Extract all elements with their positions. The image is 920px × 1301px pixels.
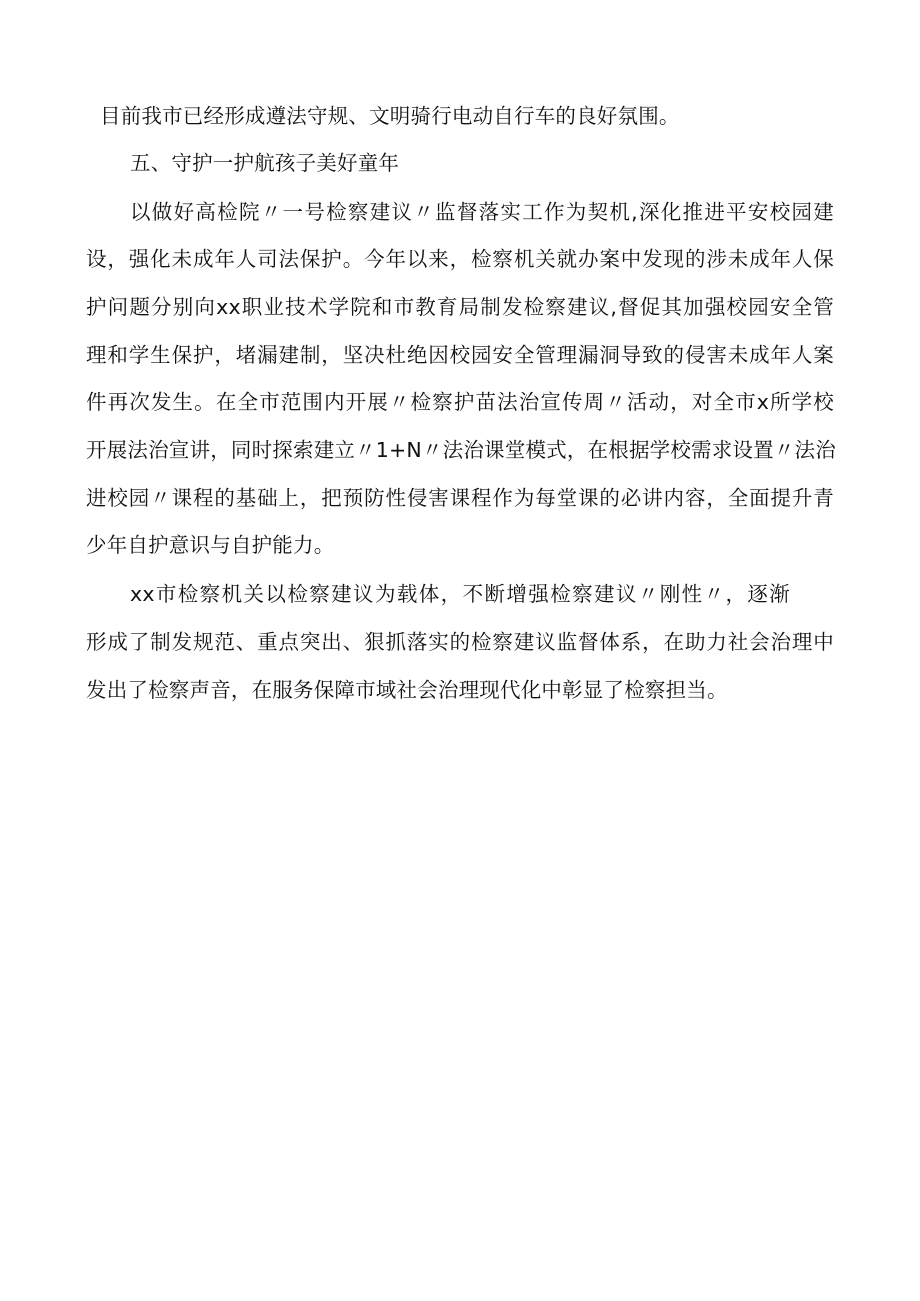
paragraph-line: 形成了制发规范、重点突出、狠抓落实的检察建议监督体系，在助力社会治理中 — [86, 630, 834, 654]
paragraph-line: 理和学生保护，堵漏建制，坚决杜绝因校园安全管理漏洞导致的侵害未成年人案 — [86, 343, 834, 367]
paragraph-line: 护问题分别向xx职业技术学院和市教育局制发检察建议,督促其加强校园安全管 — [86, 295, 834, 319]
paragraph-line: 少年自护意识与自护能力。 — [86, 533, 335, 557]
paragraph-line: 目前我市已经形成遵法守规、文明骑行电动自行车的良好氛围。 — [100, 104, 680, 128]
paragraph-line: 进校园〃课程的基础上，把预防性侵害课程作为每堂课的必讲内容，全面提升青 — [86, 486, 834, 510]
paragraph-line: 设，强化未成年人司法保护。今年以来，检察机关就办案中发现的涉未成年人保 — [86, 247, 834, 271]
paragraph-line: 开展法治宣讲，同时探索建立〃1+N〃法治课堂模式，在根据学校需求设置〃法治 — [86, 438, 836, 462]
section-heading: 五、守护一护航孩子美好童年 — [130, 151, 400, 175]
paragraph-line: xx市检察机关以检察建议为载体，不断增强检察建议〃刚性〃，逐渐 — [130, 582, 790, 606]
paragraph-line: 件再次发生。在全市范围内开展〃检察护苗法治宣传周〃活动，对全市x所学校 — [86, 390, 834, 414]
paragraph-line: 发出了检察声音，在服务保障市域社会治理现代化中彰显了检察担当。 — [86, 678, 728, 702]
paragraph-line: 以做好高检院〃一号检察建议〃监督落实工作为契机,深化推进平安校园建 — [130, 200, 834, 224]
